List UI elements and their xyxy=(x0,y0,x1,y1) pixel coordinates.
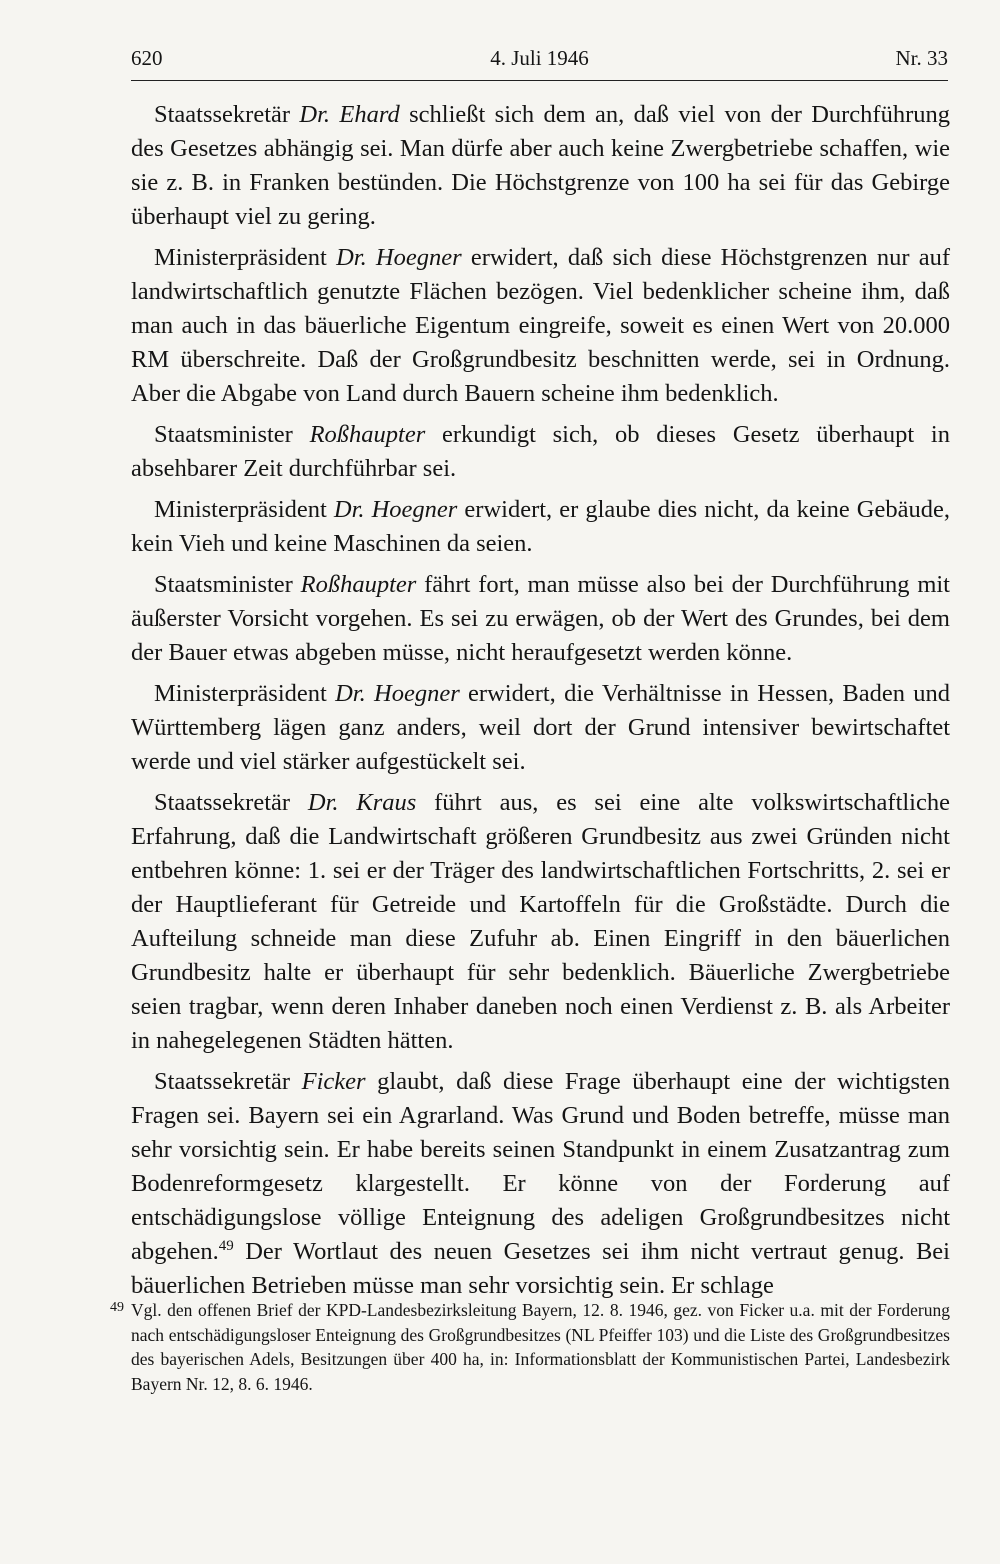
paragraph: Ministerpräsident Dr. Hoegner erwidert, die Verhältnisse in Hessen, Baden und Württemberg lägen ganz anders, weil dort der Grund intensiver bewirtschaftet werde und viel stärker aufgestückelt sei. xyxy=(131,680,950,775)
paragraph: Staatssekretär Dr. Kraus führt aus, es sei eine alte volkswirtschaftliche Erfahrung, daß die Landwirtschaft größeren Grundbesitz aus zwei Gründen nicht entbehren könne: 1. sei er der Träger des landwirtschaftlichen Fortschritts, 2. sei er der Hauptlieferant für Getreide und Kartoffeln für die Großstädte. Durch die Aufteilung schneide man diese Zufuhr ab. Einen Eingriff in den bäuerlichen Grundbesitz halte er überhaupt für sehr bedenklich. Bäuerliche Zwergbetriebe seien tragbar, wenn deren Inhaber daneben noch einen Verdienst z. B. als Arbeiter in nahegelegenen Städten hätten. xyxy=(131,789,950,1054)
speaker-name: Dr. Hoegner xyxy=(333,496,458,523)
paragraph: Ministerpräsident Dr. Hoegner erwidert, daß sich diese Höchstgrenzen nur auf landwirtschaftlich genutzte Flächen bezögen. Viel bedenklicher scheine ihm, daß man auch in das bäuerliche Eigentum eingreife, soweit es einen Wert von 20.000 RM überschreite. Daß der Großgrundbesitz beschnitten werde, sei in Ordnung. Aber die Abgabe von Land durch Bauern scheine ihm bedenklich. xyxy=(131,244,951,407)
paragraph: Ministerpräsident Dr. Hoegner erwidert, er glaube dies nicht, da keine Gebäude, kein Vieh und keine Maschinen da seien. xyxy=(131,496,950,557)
paragraph: Staatsminister Roßhaupter fährt fort, man müsse also bei der Durchführung mit äußerster Vorsicht vorgehen. Es sei zu erwägen, ob der Wert des Grundes, bei dem der Bauer etwas abgeben müsse, nicht heraufgesetzt werden könne. xyxy=(131,571,950,666)
page-header xyxy=(131,40,948,81)
footnote-reference: 49 xyxy=(218,1238,234,1254)
paragraph: Staatsminister Roßhaupter erkundigt sich, ob dieses Gesetz überhaupt in absehbarer Zeit durchführbar sei. xyxy=(131,421,950,482)
paragraph: Staatssekretär Dr. Ehard schließt sich dem an, daß viel von der Durchführung des Gesetzes abhängig sei. Man dürfe aber auch keine Zwergbetriebe schaffen, wie sie z. B. in Franken bestünden. Die Höchstgrenze von 100 ha sei für das Gebirge überhaupt viel zu gering. xyxy=(131,101,950,230)
header-date: 4. Juli 1946 xyxy=(490,46,589,70)
speaker-name: Dr. Hoegner xyxy=(336,244,462,271)
footnote-text: Vgl. den offenen Brief der KPD-Landesbezirksleitung Bayern, 12. 8. 1946, gez. von Ficker u.a. mit der Forderung nach entschädigungsloser Enteignung des Großgrundbesitzes (NL Pfeiffer 103) und die Liste des Großgrundbesitzes des bayerischen Adels, Besitzungen über 400 ha, in: Informationsblatt der Kommunistischen Partei, Landesbezirk Bayern Nr. 12, 8. 6. 1946. xyxy=(131,1300,950,1394)
footnote-number: 49 xyxy=(110,1300,124,1315)
speaker-name: Roßhaupter xyxy=(300,571,417,598)
speaker-name: Ficker xyxy=(301,1068,366,1095)
main-text xyxy=(131,98,950,1310)
speaker-name: Roßhaupter xyxy=(309,421,426,448)
speaker-name: Dr. Kraus xyxy=(307,789,417,816)
paragraph: Staatssekretär Ficker glaubt, daß diese Frage überhaupt eine der wichtigsten Fragen sei. Bayern sei ein Agrarland. Was Grund und Boden betreffe, müsse man sehr vorsichtig sein. Er habe bereits seinen Standpunkt in einem Zusatzantrag zum Bodenreformgesetz klargestellt. Er könne von der Forderung auf entschädigungslose völlige Enteignung des adeligen Großgrundbesitzes nicht abgehen.$^{49}$ Der Wortlaut des neuen Gesetzes sei ihm nicht vertraut genug. Bei bäuerlichen Betrieben müsse man sehr vorsichtig sein. Er schlage xyxy=(131,1068,950,1299)
page-number: 620 xyxy=(131,46,163,70)
footnote xyxy=(110,1298,950,1396)
speaker-name: Dr. Ehard xyxy=(299,101,400,128)
speaker-name: Dr. Hoegner xyxy=(335,680,460,707)
issue-number: Nr. 33 xyxy=(895,46,948,70)
